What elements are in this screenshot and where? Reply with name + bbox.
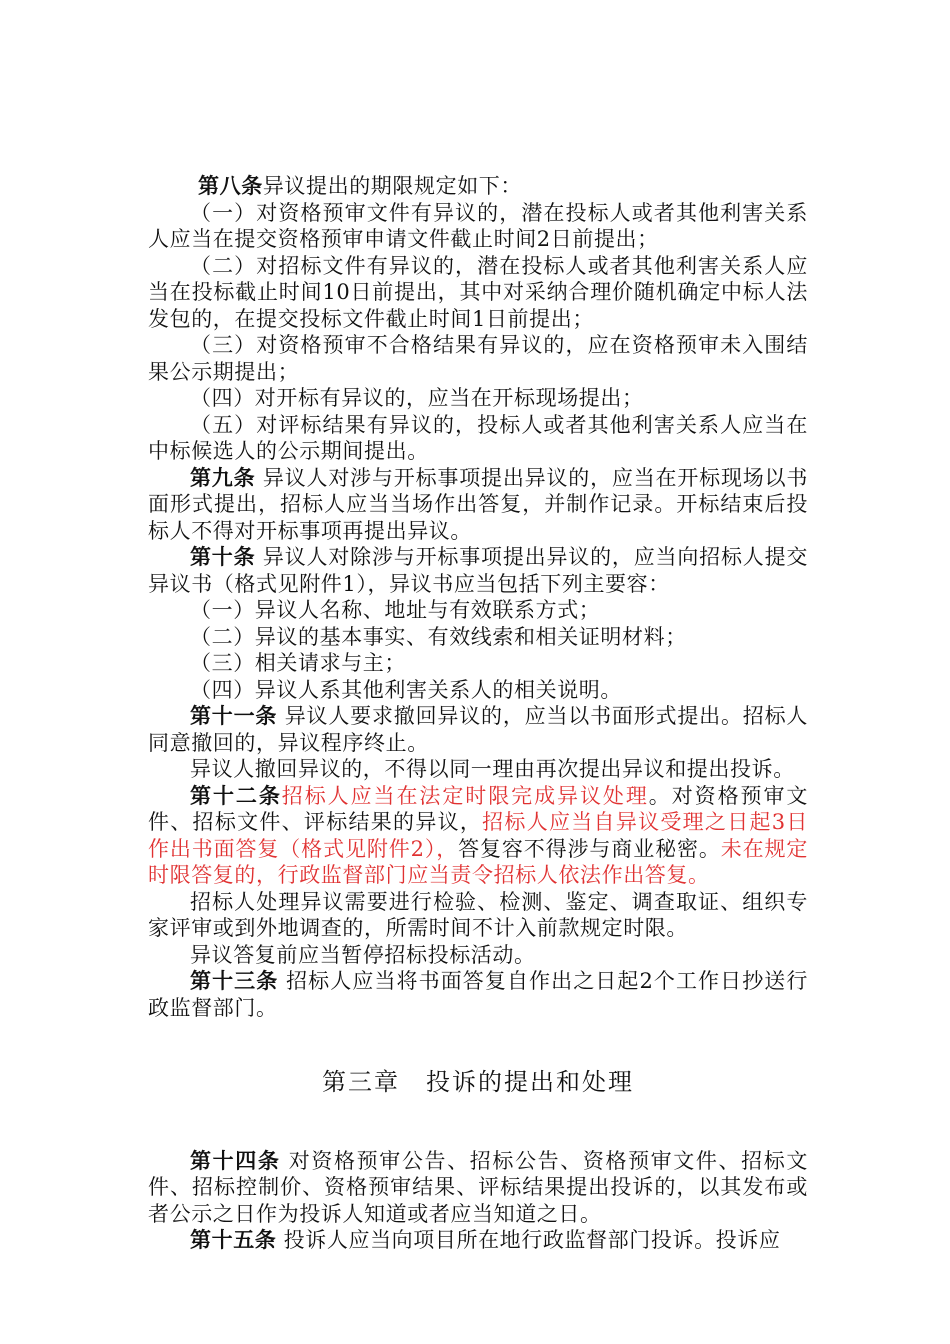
article-11-heading: 第十一条 [190,703,278,728]
article-10-text: 异议人对除涉与开标事项提出异议的，应当向招标人提交异议书（格式见附件1），异议书应当包括下列主要容： [148,545,808,596]
article-15-heading: 第十五条 [190,1227,277,1252]
article-10-item-3: （三）相关请求与主； [190,651,406,675]
article-8-item-2: （二）对招标文件有异议的，潜在投标人或者其他利害关系人应当在投标截止时间10日前提出，其中对采纳合理价随机确定中标人法发包的，在提交投标文件截止时间1日前提出； [148,253,808,331]
article-9 [148,465,808,545]
article-10-item-2: （二）异议的基本事实、有效线索和相关证明材料； [190,624,687,649]
article-12-extra-2: 异议答复前应当暂停招标投标活动。 [190,942,536,967]
article-13-heading: 第十三条 [190,968,279,993]
article-11-text: 异议人要求撤回异议的，应当以书面形式提出。招标人同意撤回的，异议程序终止。 [148,704,808,755]
article-11-extra: 异议人撤回异议的，不得以同一理由再次提出异议和提出投诉。 [190,757,795,781]
article-8-item-4: （四）对开标有异议的，应当在开标现场提出； [190,386,644,410]
article-8-heading: 第八条 [198,173,263,198]
article-15 [148,1227,808,1254]
article-8-item-5: （五）对评标结果有异议的，投标人或者其他利害关系人应当在中标候选人的公示期间提出。 [148,412,808,463]
article-12-extra-1: 招标人处理异议需要进行检验、检测、鉴定、调查取证、组织专家评审或到外地调查的，所需时间不计入前款规定时限。 [148,889,808,940]
article-12-red-2: 招标人应当自异议受理之日起3日作出书面答复（格式见附件2）， [148,810,808,861]
article-8-text: 异议提出的期限规定如下： [262,174,523,198]
article-12-plain-1: 。对资格预审文件、招标文件、评标结果的异议， [148,783,809,834]
article-8 [148,173,808,200]
document-body [148,173,808,1254]
article-10-item-1: （一）异议人名称、地址与有效联系方式； [190,598,601,622]
chapter-heading: 第三章 投诉的提出和处理 [322,1068,634,1096]
article-13 [148,968,808,1021]
article-8-item-1: （一）对资格预审文件有异议的，潜在投标人或者其他利害关系人应当在提交资格预审申请文件截止时间2日前提出； [148,200,808,251]
article-10-heading: 第十条 [190,544,256,569]
article-14 [148,1148,808,1228]
article-13-text: 招标人应当将书面答复自作出之日起2个工作日抄送行政监督部门。 [148,969,808,1020]
article-12 [148,783,808,889]
article-9-heading: 第九条 [190,464,256,490]
article-8-item-3: （三）对资格预审不合格结果有异议的，应在资格预审未入围结果公示期提出； [148,333,808,384]
article-11 [148,703,808,756]
article-14-heading: 第十四条 [190,1147,281,1173]
article-10 [148,544,808,597]
article-12-red-1: 招标人应当在法定时限完成异议处理 [281,783,649,808]
article-12-red-3: 未在规定时限答复的，行政监督部门应当责令招标人依法作出答复。 [148,836,808,887]
article-14-text: 对资格预审公告、招标公告、资格预审文件、招标文件、招标控制价、资格预审结果、评标结果提出投诉的，以其发布或者公示之日作为投诉人知道或者应当知道之日。 [148,1148,808,1226]
article-15-text: 投诉人应当向项目所在地行政监督部门投诉。投诉应 [276,1228,781,1252]
article-12-heading: 第十二条 [190,782,282,808]
article-10-item-4: （四）异议人系其他利害关系人的相关说明。 [190,677,622,702]
article-9-text: 异议人对涉与开标事项提出异议的，应当在开标现场以书面形式提出，招标人应当当场作出答复，并制作记录。开标结束后投标人不得对开标事项再提出异议。 [148,465,808,543]
article-12-plain-2: 答复容不得涉与商业秘密。 [458,836,721,861]
